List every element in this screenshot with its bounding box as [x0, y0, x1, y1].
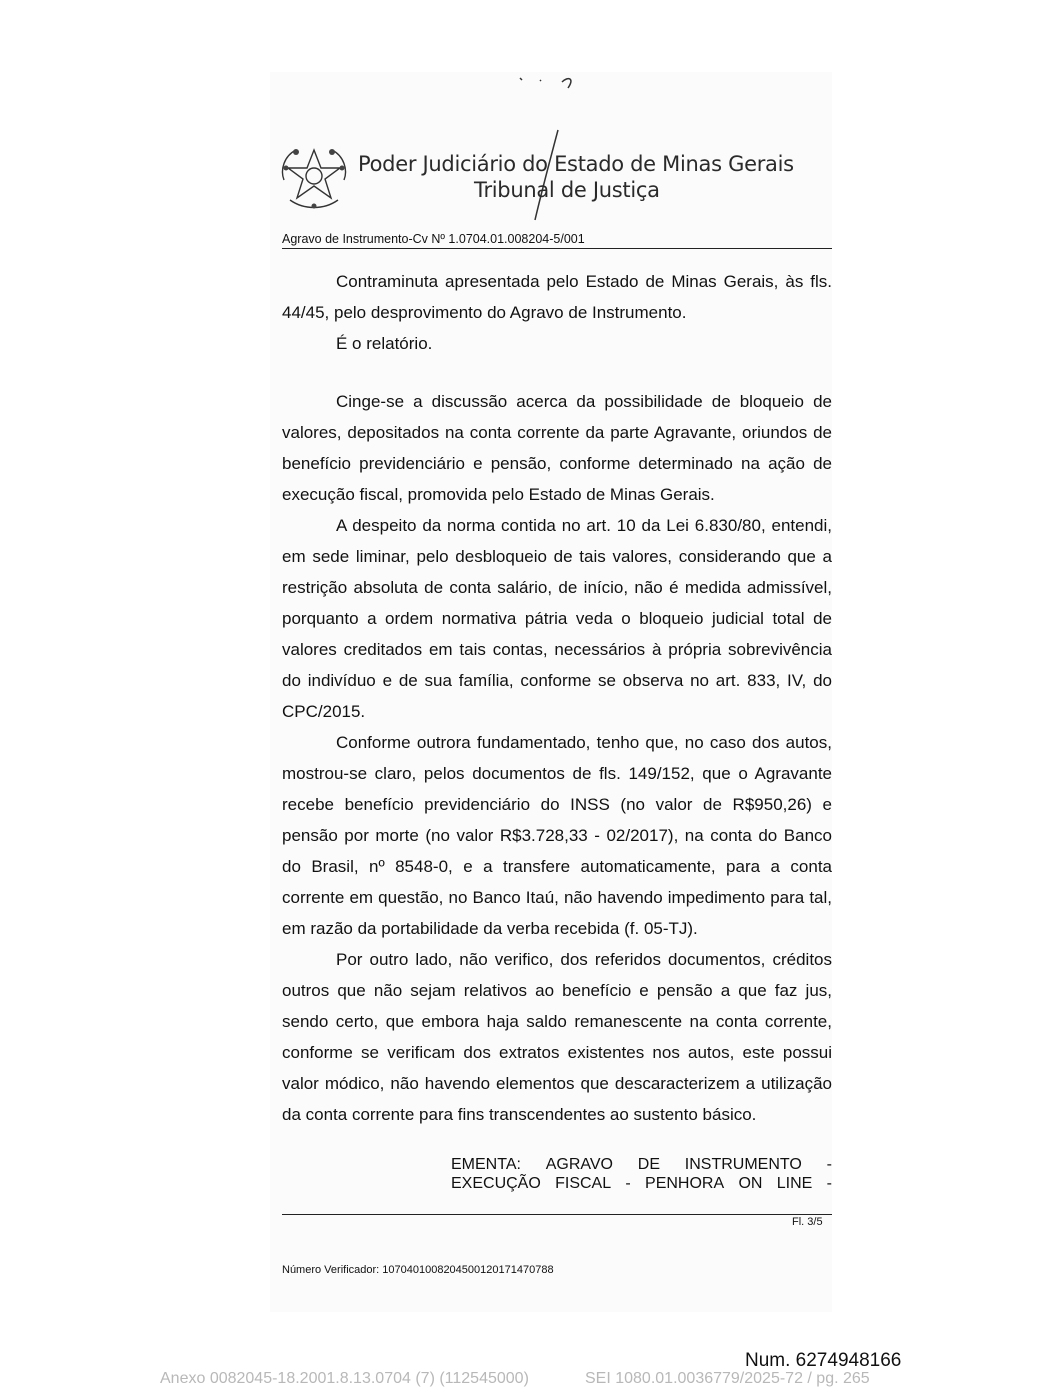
case-number-header: Agravo de Instrumento-Cv Nº 1.0704.01.008204-5/001: [282, 232, 832, 249]
ementa-line-1: [451, 1155, 832, 1174]
ementa-word: -: [826, 1156, 832, 1173]
paragraph-contraminuta: Contraminuta apresentada pelo Estado de Minas Gerais, às fls. 44/45, pelo desprovimento do Agravo de Instrumento.: [282, 272, 832, 322]
ementa-word: INSTRUMENTO: [684, 1156, 802, 1173]
coat-of-arms-seal: [276, 140, 352, 212]
paragraph-por-outro-lado: Por outro lado, não verifico, dos referidos documentos, créditos outros que não sejam relativos ao benefício e pensão a que faz jus, sendo certo, que embora haja saldo remanescente na conta corrente, conforme se verificam dos extratos existentes nos autos, este possui valor módico, não havendo elementos que descaracterizem a utilização da conta corrente para fins transcendentes ao sustento básico.: [282, 950, 832, 1124]
ementa-block: [451, 1155, 832, 1193]
ementa-word: PENHORA: [645, 1175, 725, 1192]
page-number: Fl. 3/5: [792, 1216, 823, 1228]
court-name: Poder Judiciário do Estado de Minas Gerais: [358, 152, 794, 176]
ementa-word: FISCAL: [555, 1175, 612, 1192]
paragraph-conforme-outrora: Conforme outrora fundamentado, tenho que, no caso dos autos, mostrou-se claro, pelos documentos de fls. 149/152, que o Agravante recebe benefício previdenciário do INSS (no valor de R$950,26) e pensão por morte (no valor R$3.728,33 - 02/2017), na conta do Banco do Brasil, nº 8548-0, e a transfere automaticamente, para a conta corrente em questão, no Banco Itaú, não havendo impedimento para tal, em razão da portabilidade da verba recebida (f. 05-TJ).: [282, 733, 832, 938]
ementa-word: EXECUÇÃO: [451, 1175, 541, 1192]
document-body: [282, 266, 832, 1130]
sei-stamp: SEI 1080.01.0036779/2025-72 / pg. 265: [585, 1370, 870, 1387]
paragraph-cinge-se: Cinge-se a discussão acerca da possibilidade de bloqueio de valores, depositados na conta corrente da parte Agravante, oriundos de benefício previdenciário e pensão, conforme determinado na ação de execução fiscal, promovida pelo Estado de Minas Gerais.: [282, 392, 832, 504]
document-id-number: Num. 6274948166: [745, 1350, 902, 1371]
tribunal-name: Tribunal de Justiça: [474, 178, 660, 202]
ementa-word: AGRAVO: [545, 1156, 613, 1173]
ementa-word: EMENTA:: [451, 1156, 521, 1173]
ementa-word: DE: [637, 1156, 661, 1173]
ementa-line-2: [451, 1174, 832, 1193]
ementa-word: -: [826, 1175, 832, 1192]
ementa-word: ON: [738, 1175, 763, 1192]
paragraph-relatorio: É o relatório.: [336, 334, 433, 353]
paragraph-a-despeito: A despeito da norma contida no art. 10 da Lei 6.830/80, entendi, em sede liminar, pelo desbloqueio de tais valores, considerando que a restrição absoluta de conta salário, de início, não é medida admissível, porquanto a ordem normativa pátria veda o bloqueio judicial total de valores creditados em tais contas, necessários à própria sobrevivência do indivíduo e de sua família, conforme se observa no art. 833, IV, do CPC/2015.: [282, 516, 832, 721]
annex-stamp: Anexo 0082045-18.2001.8.13.0704 (7) (112545000): [160, 1370, 529, 1387]
ementa-word: -: [625, 1175, 631, 1192]
ementa-word: LINE: [776, 1175, 813, 1192]
footer-divider: [282, 1214, 832, 1215]
verifier-number: Número Verificador: 10704010082045001201714707​88: [282, 1264, 554, 1276]
